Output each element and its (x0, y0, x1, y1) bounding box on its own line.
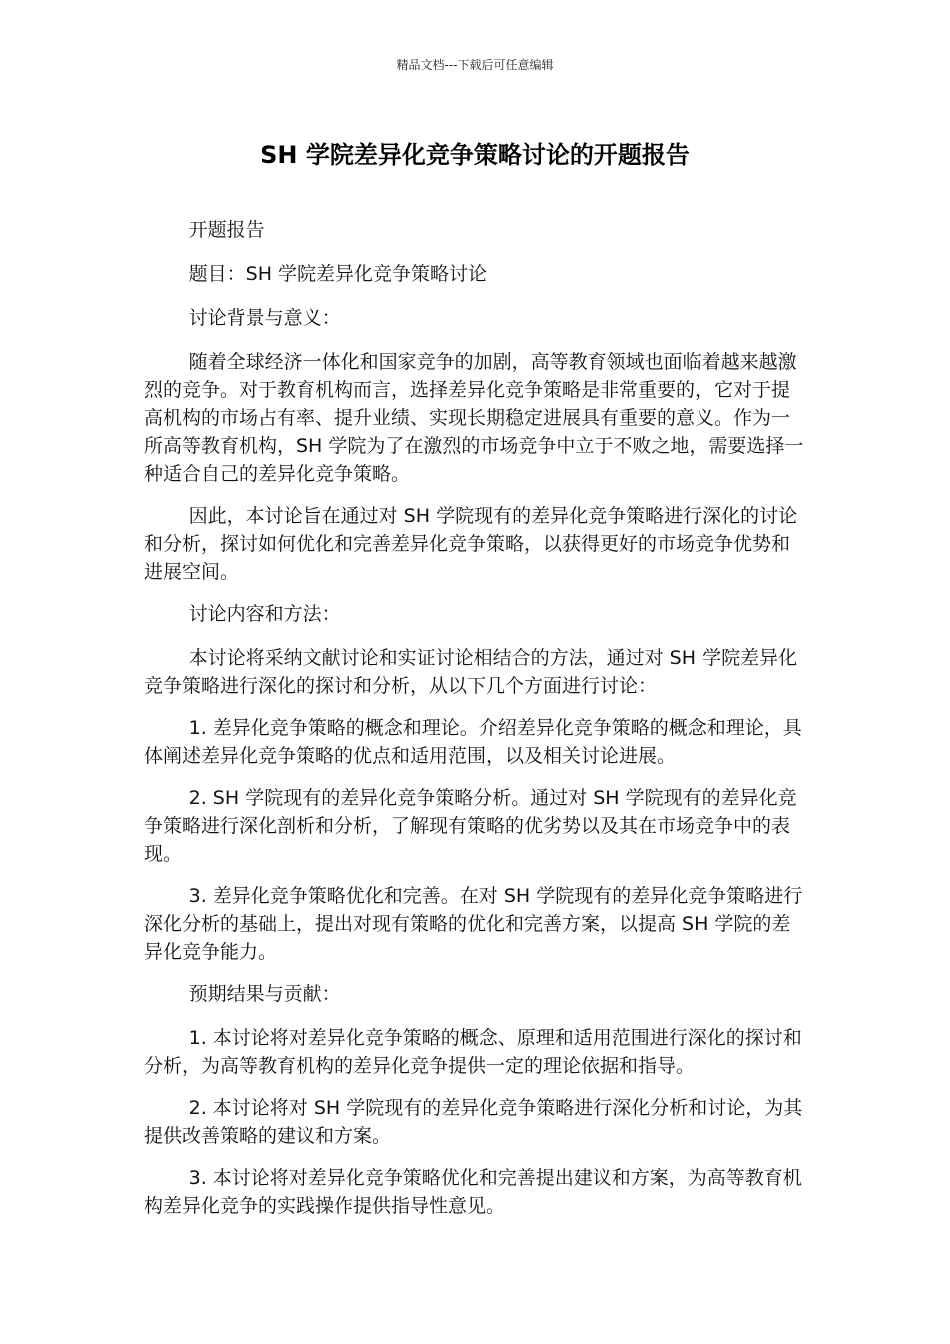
section-heading-results: 预期结果与贡献： (188, 983, 341, 1005)
paragraph-report-label: 开题报告 (188, 219, 265, 241)
document-title: SH 学院差异化竞争策略讨论的开题报告 (260, 141, 690, 169)
list-item-content-3: 3. 差异化竞争策略优化和完善。在对 SH 学院现有的差异化竞争策略进行深化分析的基础上，提出对现有策略的优化和完善方案，以提高 SH 学院的差异化竞争能力。 (144, 885, 803, 963)
page-header: 精品文档---下载后可任意编辑 (396, 58, 554, 72)
document-body (144, 216, 808, 1234)
section-heading-content-method: 讨论内容和方法： (188, 603, 341, 625)
list-item-result-3: 3. 本讨论将对差异化竞争策略优化和完善提出建议和方案，为高等教育机构差异化竞争的实践操作提供指导性意见。 (144, 1167, 802, 1217)
paragraph-method: 本讨论将采纳文献讨论和实证讨论相结合的方法，通过对 SH 学院差异化竞争策略进行深化的探讨和分析，从以下几个方面进行讨论： (144, 647, 798, 697)
list-item-content-2: 2. SH 学院现有的差异化竞争策略分析。通过对 SH 学院现有的差异化竞争策略进行深化剖析和分析，了解现有策略的优劣势以及其在市场竞争中的表现。 (144, 787, 797, 865)
list-item-result-2: 2. 本讨论将对 SH 学院现有的差异化竞争策略进行深化分析和讨论，为其提供改善策略的建议和方案。 (144, 1097, 803, 1147)
list-item-result-1: 1. 本讨论将对差异化竞争策略的概念、原理和适用范围进行深化的探讨和分析，为高等教育机构的差异化竞争提供一定的理论依据和指导。 (144, 1027, 802, 1077)
paragraph-topic: 题目：SH 学院差异化竞争策略讨论 (188, 263, 488, 285)
list-item-content-1: 1. 差异化竞争策略的概念和理论。介绍差异化竞争策略的概念和理论，具体阐述差异化竞争策略的优点和适用范围，以及相关讨论进展。 (144, 717, 802, 767)
section-heading-background: 讨论背景与意义： (188, 307, 341, 329)
paragraph-purpose: 因此，本讨论旨在通过对 SH 学院现有的差异化竞争策略进行深化的讨论和分析，探讨如何优化和完善差异化竞争策略，以获得更好的市场竞争优势和进展空间。 (144, 505, 798, 583)
paragraph-background: 随着全球经济一体化和国家竞争的加剧，高等教育领域也面临着越来越激烈的竞争。对于教育机构而言，选择差异化竞争策略是非常重要的，它对于提高机构的市场占有率、提升业绩、实现长期稳定进展具有重要的意义。作为一所高等教育机构，SH 学院为了在激烈的市场竞争中立于不败之地，需要选择一种适合自己的差异化竞争策略。 (144, 351, 804, 485)
